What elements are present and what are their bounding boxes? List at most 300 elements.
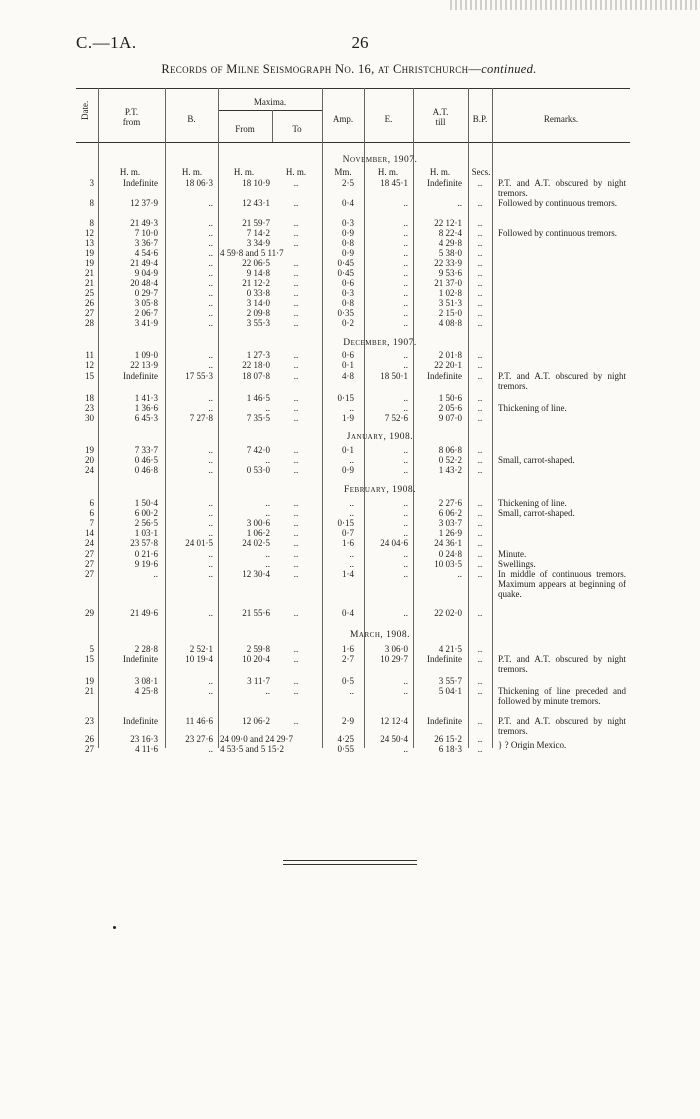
cell-e: ..: [403, 518, 408, 528]
cell-to: ..: [293, 465, 299, 475]
cell-to: ..: [293, 569, 299, 579]
month-heading: January, 1908.: [346, 432, 414, 442]
cell-bp: ..: [477, 248, 483, 258]
cell-e: ..: [403, 298, 408, 308]
cell-date: 20: [85, 455, 94, 465]
col-rule: [364, 88, 365, 748]
cell-at: ..: [457, 569, 462, 579]
cell-pt: 2 56·5: [134, 518, 158, 528]
cell-bp: ..: [477, 288, 483, 298]
cell-pt: 4 54·6: [134, 248, 158, 258]
cell-date: 15: [85, 654, 94, 664]
cell-from: 9 14·8: [246, 268, 270, 278]
remark: Thickening of line.: [498, 498, 567, 508]
cell-e: ..: [403, 278, 408, 288]
col-header-to: To: [292, 124, 302, 134]
remark: P.T. and A.T. obscured by night tremors.: [498, 371, 626, 391]
cell-bp: ..: [477, 445, 483, 455]
col-rule: [165, 88, 166, 748]
pt-sub: from: [122, 117, 141, 127]
cell-amp: 0·7: [342, 528, 354, 538]
cell-date: 5: [89, 644, 94, 654]
cell-date: 8: [89, 218, 94, 228]
cell-bp: ..: [477, 528, 483, 538]
col-rule: [98, 88, 99, 748]
cell-amp: ..: [349, 549, 354, 559]
cell-pt: 0 29·7: [134, 288, 158, 298]
cell-at: Indefinite: [427, 178, 462, 188]
cell-b: ..: [208, 549, 213, 559]
cell-to: ..: [293, 308, 299, 318]
cell-e: ..: [403, 350, 408, 360]
cell-bp: ..: [477, 744, 483, 754]
cell-to: ..: [293, 393, 299, 403]
cell-bp: ..: [477, 608, 483, 618]
cell-at: 0 24·8: [438, 549, 462, 559]
cell-amp: ..: [349, 686, 354, 696]
cell-to: ..: [293, 413, 299, 423]
cell-e: ..: [403, 455, 408, 465]
cell-e: ..: [403, 228, 408, 238]
table-title: [76, 62, 622, 77]
cell-date: 21: [85, 686, 94, 696]
cell-date: 27: [85, 559, 94, 569]
cell-amp: 1·6: [342, 538, 354, 548]
col-header-e: E.: [384, 114, 393, 124]
cell-at: 22 02·0: [434, 608, 462, 618]
col-header-maxima: Maxima.: [253, 97, 287, 107]
cell-from: ..: [265, 559, 270, 569]
cell-amp: 0·8: [342, 238, 354, 248]
cell-pt: 21 49·6: [130, 608, 158, 618]
cell-e: ..: [403, 559, 408, 569]
cell-from: 3 55·3: [246, 318, 270, 328]
cell-pt: 6 45·3: [134, 413, 158, 423]
cell-e: ..: [403, 248, 408, 258]
cell-pt: 20 48·4: [130, 278, 158, 288]
col-rule: [218, 88, 219, 748]
remark: P.T. and A.T. obscured by night tremors.: [498, 716, 626, 736]
cell-bp: ..: [477, 268, 483, 278]
cell-from: 7 42·0: [246, 445, 270, 455]
cell-at: 4 29·8: [438, 238, 462, 248]
cell-b: ..: [208, 744, 213, 754]
cell-at: 2 27·6: [438, 498, 462, 508]
cell-b: ..: [208, 318, 213, 328]
cell-bp: ..: [477, 228, 483, 238]
cell-amp: 2·9: [342, 716, 354, 726]
cell-bp: ..: [477, 686, 483, 696]
cell-pt: Indefinite: [123, 716, 158, 726]
cell-date: 13: [85, 238, 94, 248]
cell-e: ..: [403, 198, 408, 208]
cell-bp: ..: [477, 498, 483, 508]
cell-to: ..: [293, 198, 299, 208]
cell-from: 1 46·5: [246, 393, 270, 403]
cell-from: 2 59·8: [246, 644, 270, 654]
cell-at: 6 18·3: [438, 744, 462, 754]
cell-pt: 0 46·8: [134, 465, 158, 475]
cell-date: 3: [89, 178, 94, 188]
cell-bp: ..: [477, 734, 483, 744]
cell-b: ..: [208, 298, 213, 308]
cell-from: 7 14·2: [246, 228, 270, 238]
cell-pt: 23 16·3: [130, 734, 158, 744]
cell-bp: ..: [477, 465, 483, 475]
cell-at: 22 20·1: [434, 360, 462, 370]
cell-from: ..: [265, 498, 270, 508]
cell-date: 23: [85, 403, 94, 413]
cell-e: ..: [403, 465, 408, 475]
cell-amp: 0·15: [337, 518, 354, 528]
col-header-bp: B.P.: [472, 114, 488, 124]
cell-to: ..: [293, 268, 299, 278]
col-header-remarks: Remarks.: [543, 114, 579, 124]
cell-pt: 1 41·3: [134, 393, 158, 403]
cell-e: ..: [403, 308, 408, 318]
cell-pt: 1 09·0: [134, 350, 158, 360]
cell-e: 18 45·1: [380, 178, 408, 188]
cell-at: 22 33·9: [434, 258, 462, 268]
remark: Small, carrot-shaped.: [498, 508, 575, 518]
cell-pt: 22 13·9: [130, 360, 158, 370]
cell-date: 14: [85, 528, 94, 538]
cell-bp: ..: [477, 455, 483, 465]
cell-at: 5 38·0: [438, 248, 462, 258]
remark: Followed by continuous tremors.: [498, 228, 617, 238]
cell-to: ..: [293, 528, 299, 538]
cell-at: 2 01·8: [438, 350, 462, 360]
cell-to: ..: [293, 644, 299, 654]
cell-amp: 0·4: [342, 608, 354, 618]
unit-label: H. m.: [119, 167, 141, 177]
cell-e: ..: [403, 498, 408, 508]
cell-pt: 4 25·8: [134, 686, 158, 696]
cell-at: 3 55·7: [438, 676, 462, 686]
cell-to: ..: [293, 716, 299, 726]
cell-from: 12 43·1: [242, 198, 270, 208]
cell-to: ..: [293, 258, 299, 268]
cell-at: 6 06·2: [438, 508, 462, 518]
cell-pt: 3 41·9: [134, 318, 158, 328]
cell-b: ..: [208, 278, 213, 288]
cell-amp: 0·2: [342, 318, 354, 328]
cell-from: 12 30·4: [242, 569, 270, 579]
cell-at: 24 36·1: [434, 538, 462, 548]
cell-date: 18: [85, 393, 94, 403]
unit-label: Mm.: [334, 167, 352, 177]
cell-pt: 7 33·7: [134, 445, 158, 455]
cell-b: ..: [208, 465, 213, 475]
cell-pt: 7 10·0: [134, 228, 158, 238]
cell-bp: ..: [477, 298, 483, 308]
cell-bp: ..: [477, 403, 483, 413]
cell-date: 27: [85, 569, 94, 579]
cell-date: 6: [89, 508, 94, 518]
cell-date: 26: [85, 298, 94, 308]
cell-at: Indefinite: [427, 371, 462, 381]
cell-b: ..: [208, 308, 213, 318]
cell-at: 8 22·4: [438, 228, 462, 238]
cell-amp: 0·15: [337, 393, 354, 403]
cell-e: ..: [403, 268, 408, 278]
cell-amp: ..: [349, 498, 354, 508]
cell-to: ..: [293, 403, 299, 413]
col-header-amp: Amp.: [332, 114, 354, 124]
cell-e: 24 50·4: [380, 734, 408, 744]
cell-from: ..: [265, 686, 270, 696]
cell-b: ..: [208, 248, 213, 258]
cell-to: ..: [293, 455, 299, 465]
cell-at: 1 43·2: [438, 465, 462, 475]
cell-date: 15: [85, 371, 94, 381]
cell-bp: ..: [477, 413, 483, 423]
cell-bp: ..: [477, 258, 483, 268]
cell-b: 24 01·5: [185, 538, 213, 548]
cell-amp: 4·8: [342, 371, 354, 381]
cell-at: 22 12·1: [434, 218, 462, 228]
col-header-pt: [98, 107, 165, 127]
cell-amp: 0·9: [342, 228, 354, 238]
cell-e: ..: [403, 569, 408, 579]
cell-bp: ..: [477, 644, 483, 654]
footer-rule: [283, 864, 417, 865]
cell-date: 6: [89, 498, 94, 508]
remark: Thickening of line preceded and followed by minute tremors.: [498, 686, 626, 706]
cell-e: ..: [403, 686, 408, 696]
cell-b: ..: [208, 350, 213, 360]
cell-e: 18 50·1: [380, 371, 408, 381]
cell-from: 24 09·0 and 24 29·7: [220, 734, 293, 744]
cell-bp: ..: [477, 218, 483, 228]
cell-b: ..: [208, 518, 213, 528]
cell-bp: ..: [477, 393, 483, 403]
cell-pt: Indefinite: [123, 654, 158, 664]
cell-bp: ..: [477, 538, 483, 548]
cell-date: 19: [85, 248, 94, 258]
cell-bp: ..: [477, 278, 483, 288]
cell-at: 1 02·8: [438, 288, 462, 298]
cell-amp: 0·6: [342, 278, 354, 288]
cell-from: ..: [265, 549, 270, 559]
cell-pt: 2 28·8: [134, 644, 158, 654]
cell-from: 2 09·8: [246, 308, 270, 318]
cell-date: 29: [85, 608, 94, 618]
cell-amp: 0·5: [342, 676, 354, 686]
cell-at: Indefinite: [427, 716, 462, 726]
cell-b: ..: [208, 608, 213, 618]
cell-date: 21: [85, 278, 94, 288]
cell-to: ..: [293, 371, 299, 381]
cell-e: ..: [403, 218, 408, 228]
page-number: 26: [351, 33, 369, 52]
cell-pt: 9 19·6: [134, 559, 158, 569]
cell-to: ..: [293, 360, 299, 370]
cell-at: 4 21·5: [438, 644, 462, 654]
cell-from: 0 33·8: [246, 288, 270, 298]
cell-b: ..: [208, 218, 213, 228]
cell-b: ..: [208, 228, 213, 238]
cell-date: 19: [85, 676, 94, 686]
col-header-b: B.: [187, 114, 196, 124]
cell-b: ..: [208, 360, 213, 370]
cell-amp: 1·9: [342, 413, 354, 423]
cell-pt: 21 49·3: [130, 218, 158, 228]
cell-amp: ..: [349, 508, 354, 518]
cell-amp: 1·6: [342, 644, 354, 654]
cell-b: ..: [208, 288, 213, 298]
cell-at: Indefinite: [427, 654, 462, 664]
cell-from: 7 35·5: [246, 413, 270, 423]
cell-to: ..: [293, 654, 299, 664]
cell-pt: 9 04·9: [134, 268, 158, 278]
cell-bp: ..: [477, 238, 483, 248]
cell-pt: 12 37·9: [130, 198, 158, 208]
cell-date: 21: [85, 268, 94, 278]
cell-e: 10 29·7: [380, 654, 408, 664]
cell-e: ..: [403, 393, 408, 403]
cell-from: 1 06·2: [246, 528, 270, 538]
cell-from: 4 53·5 and 5 15·2: [220, 744, 284, 754]
remark: Thickening of line.: [498, 403, 567, 413]
col-header-at: [413, 107, 468, 127]
cell-amp: 1·4: [342, 569, 354, 579]
cell-bp: ..: [477, 318, 483, 328]
cell-b: ..: [208, 498, 213, 508]
cell-to: ..: [293, 350, 299, 360]
cell-b: ..: [208, 238, 213, 248]
cell-at: 9 07·0: [438, 413, 462, 423]
cell-to: ..: [293, 498, 299, 508]
cell-to: ..: [293, 549, 299, 559]
cell-pt: ..: [153, 569, 158, 579]
col-header-from: From: [235, 124, 255, 134]
cell-b: 18 06·3: [185, 178, 213, 188]
cell-b: 23 27·6: [185, 734, 213, 744]
cell-amp: 4·25: [337, 734, 354, 744]
month-heading: November, 1907.: [342, 155, 418, 165]
cell-date: 30: [85, 413, 94, 423]
cell-b: ..: [208, 686, 213, 696]
cell-b: ..: [208, 455, 213, 465]
cell-e: ..: [403, 549, 408, 559]
cell-to: ..: [293, 298, 299, 308]
cell-bp: ..: [477, 508, 483, 518]
cell-bp: ..: [477, 371, 483, 381]
cell-b: 10 19·4: [185, 654, 213, 664]
cell-e: ..: [403, 508, 408, 518]
cell-at: 5 04·1: [438, 686, 462, 696]
cell-from: 22 06·5: [242, 258, 270, 268]
unit-label: H. m.: [377, 167, 399, 177]
footer-rule: [283, 860, 417, 861]
cell-b: 17 55·3: [185, 371, 213, 381]
cell-e: ..: [403, 528, 408, 538]
col-header-date: Date.: [80, 100, 90, 120]
cell-date: 11: [85, 350, 94, 360]
cell-to: ..: [293, 318, 299, 328]
cell-b: 2 52·1: [189, 644, 213, 654]
cell-date: 28: [85, 318, 94, 328]
cell-date: 26: [85, 734, 94, 744]
cell-date: 19: [85, 445, 94, 455]
title-main: Records of Milne Seismograph No. 16, at Christchurch—: [161, 62, 482, 76]
unit-label: H. m.: [233, 167, 255, 177]
cell-at: 1 26·9: [438, 528, 462, 538]
cell-amp: 0·1: [342, 445, 354, 455]
unit-label: H. m.: [181, 167, 203, 177]
cell-at: 21 37·0: [434, 278, 462, 288]
cell-amp: ..: [349, 559, 354, 569]
cell-b: ..: [208, 676, 213, 686]
cell-e: 24 04·6: [380, 538, 408, 548]
month-heading: December, 1907.: [343, 338, 417, 348]
cell-date: 27: [85, 744, 94, 754]
cell-to: ..: [293, 238, 299, 248]
cell-bp: ..: [477, 178, 483, 188]
cell-date: 27: [85, 308, 94, 318]
at-sub: till: [435, 117, 446, 127]
cell-amp: 0·8: [342, 298, 354, 308]
cell-from: 3 00·6: [246, 518, 270, 528]
cell-from: 3 14·0: [246, 298, 270, 308]
cell-b: ..: [208, 258, 213, 268]
unit-label: Secs.: [471, 167, 491, 177]
cell-e: ..: [403, 288, 408, 298]
cell-from: 21 59·7: [242, 218, 270, 228]
cell-b: ..: [208, 198, 213, 208]
cell-date: 12: [85, 228, 94, 238]
at-label: A.T.: [432, 107, 449, 117]
remark: Swellings.: [498, 559, 536, 569]
cell-pt: 23 57·8: [130, 538, 158, 548]
cell-date: 24: [85, 465, 94, 475]
cell-b: ..: [208, 508, 213, 518]
cell-pt: 3 08·1: [134, 676, 158, 686]
cell-to: ..: [293, 445, 299, 455]
cell-bp: ..: [477, 676, 483, 686]
cell-at: 8 06·8: [438, 445, 462, 455]
document-code: C.—1A.: [76, 33, 137, 52]
cell-b: 11 46·6: [185, 716, 213, 726]
cell-at: 10 03·5: [434, 559, 462, 569]
cell-pt: 6 00·2: [134, 508, 158, 518]
cell-to: ..: [293, 278, 299, 288]
cell-date: 8: [89, 198, 94, 208]
cell-amp: 0·9: [342, 248, 354, 258]
col-rule: [492, 88, 493, 748]
remark: Followed by continuous tremors.: [498, 198, 617, 208]
cell-from: 3 34·9: [246, 238, 270, 248]
header-bottom-rule: [76, 142, 630, 143]
remark: Small, carrot-shaped.: [498, 455, 575, 465]
cell-to: ..: [293, 228, 299, 238]
cell-b: ..: [208, 403, 213, 413]
cell-bp: ..: [477, 518, 483, 528]
cell-from: 10 20·4: [242, 654, 270, 664]
cell-b: ..: [208, 393, 213, 403]
cell-from: 0 53·0: [246, 465, 270, 475]
cell-b: ..: [208, 569, 213, 579]
cell-at: 1 50·6: [438, 393, 462, 403]
cell-e: 3 06·0: [384, 644, 408, 654]
cell-bp: ..: [477, 198, 483, 208]
cell-amp: 0·3: [342, 218, 354, 228]
cell-to: ..: [293, 608, 299, 618]
title-suffix: continued.: [481, 62, 537, 76]
cell-amp: 0·55: [337, 744, 354, 754]
cell-pt: 0 46·5: [134, 455, 158, 465]
